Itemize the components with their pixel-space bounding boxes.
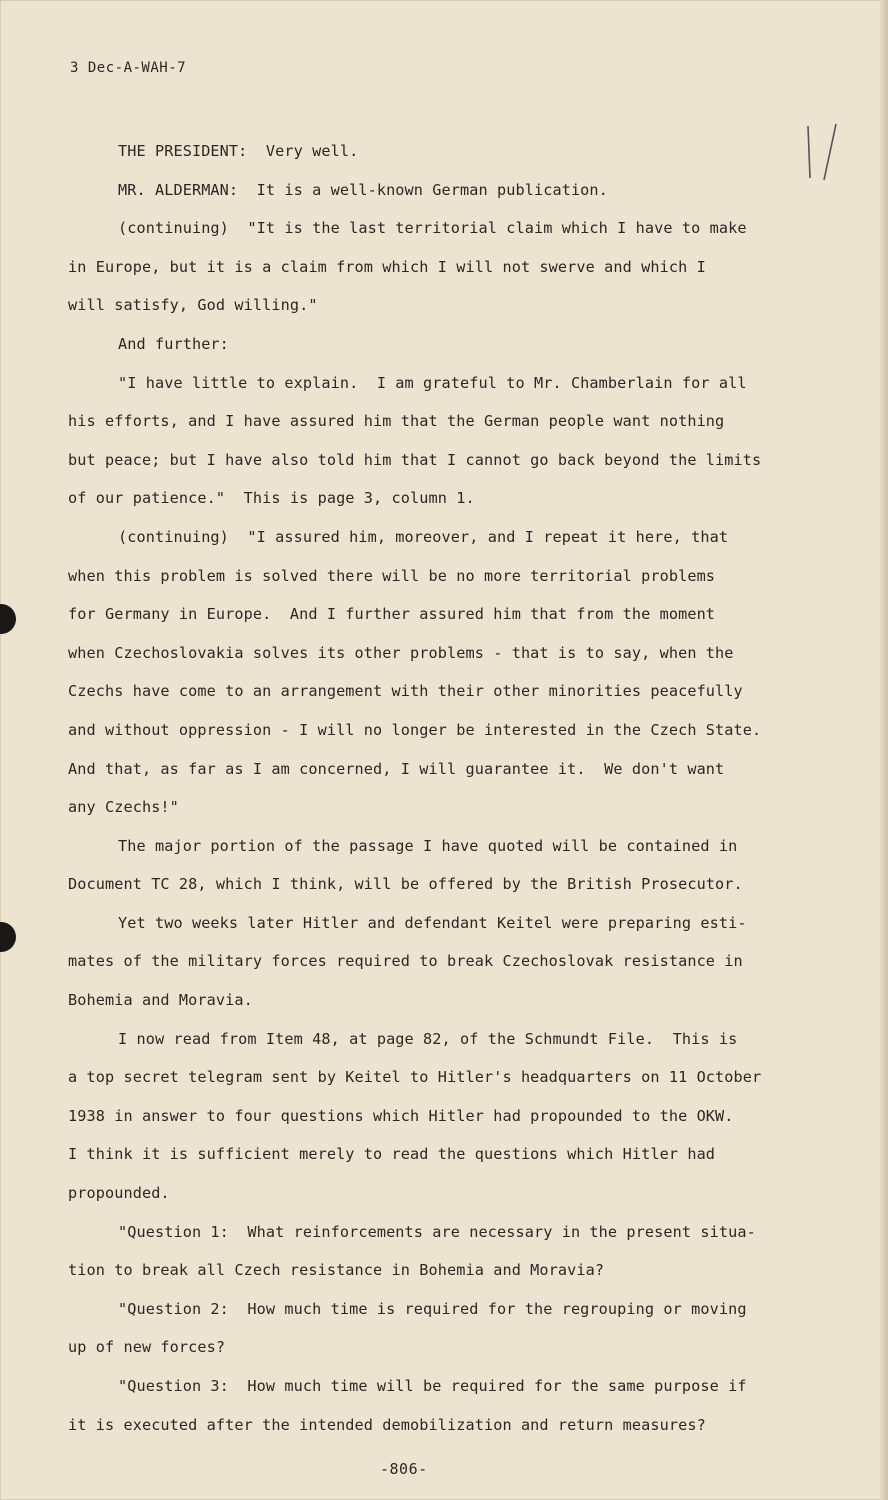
text-line: for Germany in Europe. And I further assured him that from the moment — [68, 605, 716, 624]
document-code: 3 Dec-A-WAH-7 — [70, 60, 187, 76]
text-line: Document TC 28, which I think, will be offered by the British Prosecutor. — [68, 875, 743, 894]
text-line: in Europe, but it is a claim from which I will not swerve and which I — [68, 257, 706, 276]
text-line: Czechs have come to an arrangement with their other minorities peacefully — [68, 682, 743, 701]
text-line: when this problem is solved there will be no more territorial problems — [68, 566, 716, 585]
text-line: and without oppression - I will no longer be interested in the Czech State. — [68, 720, 762, 739]
text-line: of our patience." This is page 3, column 1. — [68, 489, 475, 508]
text-line: when Czechoslovakia solves its other problems - that is to say, when the — [68, 643, 734, 662]
text-line: And further: — [118, 334, 229, 353]
text-line: mates of the military forces required to break Czechoslovak resistance in — [68, 952, 743, 971]
text-line: And that, as far as I am concerned, I will guarantee it. We don't want — [68, 759, 725, 778]
text-line: (continuing) "It is the last territorial claim which I have to make — [118, 219, 747, 238]
text-line: (continuing) "I assured him, moreover, and I repeat it here, that — [118, 527, 729, 546]
text-line: it is executed after the intended demobilization and return measures? — [68, 1415, 706, 1434]
text-line: "Question 1: What reinforcements are necessary in the present situa- — [118, 1222, 756, 1241]
text-line: 1938 in answer to four questions which Hitler had propounded to the OKW. — [68, 1106, 734, 1125]
text-line: MR. ALDERMAN: It is a well-known German publication. — [118, 180, 608, 199]
text-line: "I have little to explain. I am grateful to Mr. Chamberlain for all — [118, 373, 747, 392]
text-line: propounded. — [68, 1184, 170, 1203]
text-line: tion to break all Czech resistance in Bohemia and Moravia? — [68, 1261, 605, 1280]
text-line: Bohemia and Moravia. — [68, 991, 253, 1010]
text-line: The major portion of the passage I have quoted will be contained in — [118, 836, 738, 855]
transcript-body — [68, 132, 808, 1444]
text-line: a top secret telegram sent by Keitel to Hitler's headquarters on 11 October — [68, 1068, 762, 1087]
text-line: any Czechs!" — [68, 798, 179, 817]
text-line: "Question 3: How much time will be required for the same purpose if — [118, 1377, 747, 1395]
text-line: Yet two weeks later Hitler and defendant Keitel were preparing esti- — [118, 913, 747, 932]
punch-hole — [0, 922, 16, 952]
text-line: THE PRESIDENT: Very well. — [118, 142, 359, 160]
text-line: his efforts, and I have assured him that the German people want nothing — [68, 412, 725, 431]
text-line: I now read from Item 48, at page 82, of the Schmundt File. This is — [118, 1029, 738, 1048]
text-line: will satisfy, God willing." — [68, 296, 318, 315]
text-line: but peace; but I have also told him that I cannot go back beyond the limits — [68, 450, 762, 469]
page-number: -806- — [380, 1460, 428, 1478]
text-line: up of new forces? — [68, 1338, 226, 1357]
page-edge — [880, 0, 888, 1500]
punch-hole — [0, 604, 16, 634]
text-line: "Question 2: How much time is required for the regrouping or moving — [118, 1299, 747, 1318]
text-line: I think it is sufficient merely to read the questions which Hitler had — [68, 1145, 716, 1164]
